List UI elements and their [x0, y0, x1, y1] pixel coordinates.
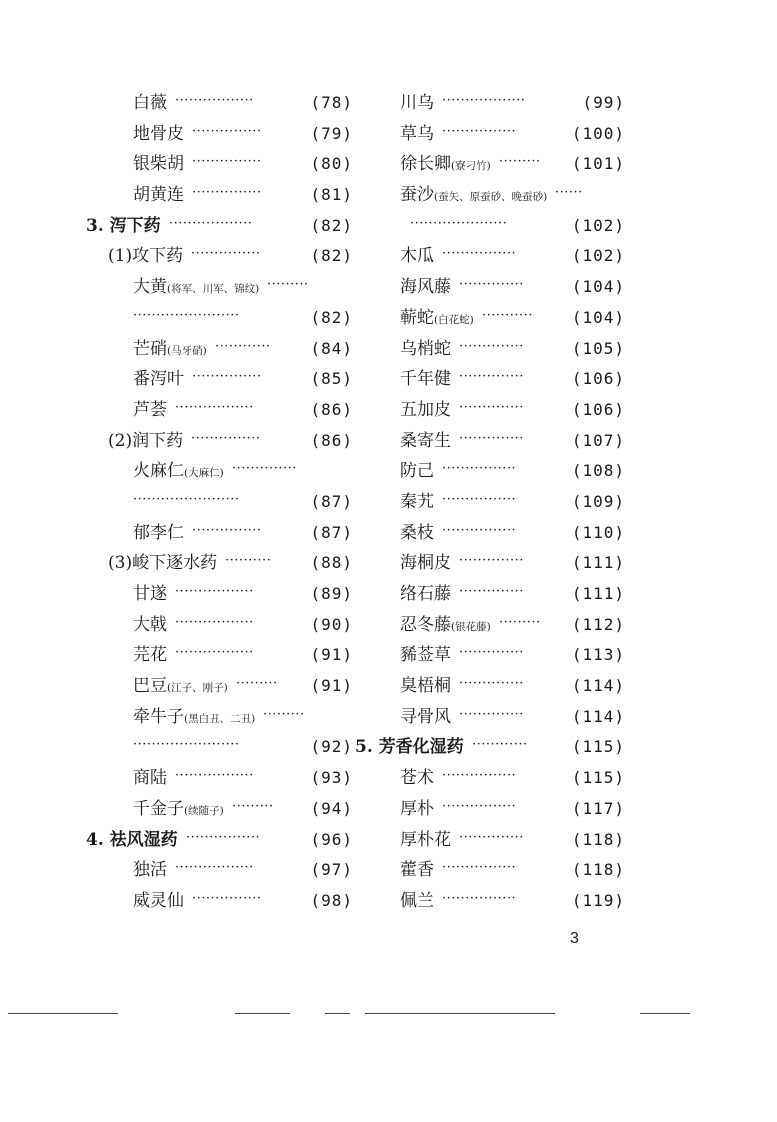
entry-name: 芫花 [133, 645, 167, 666]
page-ref: (115) [571, 737, 625, 757]
leader-dots: ········· [267, 277, 309, 293]
leader-dots: ·················· [169, 215, 253, 231]
entry-label [133, 794, 224, 825]
entry-name: 番泻叶 [133, 369, 184, 390]
toc-entry [355, 702, 625, 733]
entry-name: 海风藤 [400, 277, 451, 298]
entry-label [133, 180, 184, 211]
toc-entry [355, 579, 625, 610]
entry-label [133, 456, 224, 487]
entry-label [133, 119, 184, 150]
page-ref: (98) [310, 890, 353, 910]
entry-name: 3. 泻下药 [86, 215, 161, 236]
page-ref: (84) [310, 338, 353, 358]
page-ref: (79) [310, 123, 353, 143]
toc-entry [78, 579, 353, 610]
entry-label [400, 456, 434, 487]
entry-name: 乌梢蛇 [400, 338, 451, 359]
scan-artifact-line [640, 1013, 690, 1014]
entry-name: 蚕沙 [400, 185, 434, 206]
entry-label [400, 671, 451, 702]
scan-artifact-line [365, 1013, 555, 1014]
entry-alias-note: (蚕矢、原蚕砂、晚蚕砂) [434, 191, 548, 204]
entry-label [133, 518, 184, 549]
page-ref: (90) [310, 614, 353, 634]
toc-right-column [355, 88, 625, 917]
entry-name: 秦艽 [400, 491, 434, 512]
entry-name: 木瓜 [400, 246, 434, 267]
page-ref: (96) [310, 829, 353, 849]
entry-name: (2)润下药 [108, 430, 184, 451]
entry-name: 4. 祛风湿药 [86, 829, 178, 850]
leader-dots: ········· [263, 706, 305, 722]
leader-dots: ················· [175, 645, 254, 661]
page-ref: (108) [571, 461, 625, 481]
entry-label [400, 303, 474, 334]
page-ref: (85) [310, 369, 353, 389]
page-ref: (97) [310, 860, 353, 880]
entry-alias-note: (江子、刚子) [167, 682, 228, 695]
leader-dots: ················ [442, 890, 517, 906]
entry-label [400, 241, 434, 272]
toc-entry [355, 211, 625, 242]
leader-dots: ················· [175, 399, 254, 415]
entry-name: 银柴胡 [133, 154, 184, 175]
leader-dots: ·············· [459, 553, 524, 569]
entry-name: 寻骨风 [400, 706, 451, 727]
entry-alias-note: (续随子) [184, 804, 224, 817]
entry-name: (1)攻下药 [108, 246, 184, 267]
toc-entry [78, 825, 353, 856]
toc-entry [78, 794, 353, 825]
toc-entry [78, 456, 353, 487]
leader-dots: ················ [442, 798, 517, 814]
leader-dots: ················· [175, 614, 254, 630]
toc-entry [78, 732, 353, 763]
entry-label [133, 395, 167, 426]
leader-dots: ················· [175, 860, 254, 876]
leader-dots: ········· [236, 676, 278, 692]
toc-entry [355, 119, 625, 150]
scan-artifact-line [235, 1013, 290, 1014]
leader-dots: ······················· [133, 737, 240, 753]
entry-name: 桑寄生 [400, 430, 451, 451]
entry-label [400, 886, 434, 917]
toc-entry [355, 241, 625, 272]
page-ref: (82) [310, 215, 353, 235]
toc-entry [78, 763, 353, 794]
entry-alias-note: (黑白丑、二丑) [184, 712, 256, 725]
page-ref: (109) [571, 491, 625, 511]
page-ref: (110) [571, 522, 625, 542]
entry-label [400, 395, 451, 426]
leader-dots: ······················· [133, 491, 240, 507]
entry-label [133, 855, 167, 886]
entry-label [133, 640, 167, 671]
toc-entry [78, 272, 353, 303]
leader-dots: ··············· [192, 185, 262, 201]
entry-label [400, 426, 451, 457]
page-ref: (78) [310, 93, 353, 112]
entry-name: 白薇 [133, 93, 167, 113]
toc-entry [355, 763, 625, 794]
entry-name: 藿香 [400, 860, 434, 881]
entry-name: 佩兰 [400, 890, 434, 911]
entry-label [133, 610, 167, 641]
entry-label [400, 610, 491, 641]
entry-label [400, 149, 491, 180]
entry-label [400, 855, 434, 886]
toc-entry [355, 180, 625, 211]
page-ref: (114) [571, 706, 625, 726]
entry-label [400, 794, 434, 825]
entry-alias-note: (将军、川军、锦纹) [167, 283, 260, 296]
entry-name: 忍冬藤 [400, 614, 451, 635]
toc-entry [355, 794, 625, 825]
page-ref: (118) [571, 829, 625, 849]
entry-name: 豨莶草 [400, 645, 451, 666]
entry-name: 大黄 [133, 277, 167, 298]
entry-label [133, 88, 167, 119]
entry-label [400, 364, 451, 395]
page-ref: (113) [571, 645, 625, 665]
entry-label [400, 825, 451, 856]
page-ref: (106) [571, 399, 625, 419]
entry-name: 川乌 [400, 93, 434, 113]
entry-name: 徐长卿 [400, 154, 451, 175]
scan-artifact-line [325, 1013, 350, 1014]
entry-label [400, 518, 434, 549]
page-ref: (91) [310, 676, 353, 696]
page-ref: (94) [310, 798, 353, 818]
entry-name: 厚朴 [400, 798, 434, 819]
page-number: 3 [570, 930, 579, 947]
entry-label [400, 763, 434, 794]
page-ref: (106) [571, 369, 625, 389]
entry-label [400, 487, 434, 518]
leader-dots: ··············· [191, 246, 261, 262]
entry-name: 郁李仁 [133, 522, 184, 543]
entry-name: 臭梧桐 [400, 676, 451, 697]
toc-entry [355, 855, 625, 886]
page-ref: (91) [310, 645, 353, 665]
leader-dots: ··············· [192, 890, 262, 906]
leader-dots: ·············· [459, 706, 524, 722]
entry-label [400, 548, 451, 579]
leader-dots: ················ [442, 461, 517, 477]
page-ref: (89) [310, 584, 353, 603]
page-ref: (100) [571, 123, 625, 143]
leader-dots: ················· [175, 768, 254, 784]
page-ref: (92) [310, 737, 353, 757]
toc-entry [355, 548, 625, 579]
toc-entry [78, 640, 353, 671]
leader-dots: ·············· [459, 338, 524, 354]
leader-dots: ········· [499, 614, 541, 630]
toc-entry [355, 732, 625, 763]
page-ref: (86) [310, 430, 353, 450]
toc-entry [355, 364, 625, 395]
entry-name: 牵牛子 [133, 706, 184, 727]
leader-dots: ··············· [192, 154, 262, 170]
leader-dots: ················ [186, 829, 261, 845]
subsection-title [108, 426, 183, 457]
entry-name: 五加皮 [400, 399, 451, 420]
toc-entry [78, 334, 353, 365]
entry-name: 甘遂 [133, 584, 167, 604]
leader-dots: ·············· [459, 645, 524, 661]
leader-dots: ··············· [192, 123, 262, 139]
scan-artifact-line [8, 1013, 118, 1014]
toc-left-column [78, 88, 353, 917]
section-title [86, 825, 178, 856]
entry-name: 威灵仙 [133, 890, 184, 911]
entry-name: 巴豆 [133, 676, 167, 697]
entry-name: 5. 芳香化湿药 [355, 737, 464, 758]
page-ref: (88) [310, 553, 353, 573]
entry-name: 胡黄连 [133, 185, 184, 206]
page-ref: (118) [571, 860, 625, 880]
toc-entry [355, 426, 625, 457]
entry-label [133, 886, 184, 917]
page-ref: (104) [571, 307, 625, 327]
leader-dots: ················ [442, 123, 517, 139]
toc-entry [78, 487, 353, 518]
leader-dots: ········· [232, 798, 274, 814]
entry-label [400, 119, 434, 150]
toc-entry [78, 518, 353, 549]
entry-alias-note: (银花藤) [451, 620, 491, 633]
toc-entry [78, 303, 353, 334]
leader-dots: ······ [555, 185, 583, 201]
toc-entry [78, 241, 353, 272]
page-ref: (117) [571, 798, 625, 818]
leader-dots: ················· [175, 584, 254, 599]
page-ref: (115) [571, 768, 625, 788]
subsection-title [108, 548, 217, 579]
entry-label [133, 334, 207, 365]
leader-dots: ·············· [459, 277, 524, 293]
leader-dots: ········· [499, 154, 541, 170]
entry-name: 防己 [400, 461, 434, 482]
toc-entry [355, 272, 625, 303]
page-ref: (107) [571, 430, 625, 450]
page-ref: (102) [571, 215, 625, 235]
page-ref: (119) [571, 890, 625, 910]
section-title [86, 211, 161, 242]
leader-dots: ·············· [459, 399, 524, 415]
toc-entry [78, 702, 353, 733]
entry-name: 火麻仁 [133, 461, 184, 482]
leader-dots: ················ [442, 491, 517, 507]
entry-label [400, 180, 547, 211]
toc-entry [78, 180, 353, 211]
entry-label [400, 579, 451, 610]
entry-name: 千金子 [133, 798, 184, 819]
page-ref: (81) [310, 185, 353, 205]
page-ref: (87) [310, 522, 353, 542]
entry-name: 苍术 [400, 768, 434, 789]
page-ref: (80) [310, 154, 353, 174]
section-title [355, 732, 464, 763]
entry-name: 草乌 [400, 123, 434, 144]
page-ref: (112) [571, 614, 625, 634]
leader-dots: ················ [442, 860, 517, 876]
page-ref: (111) [571, 553, 625, 573]
toc-entry [355, 671, 625, 702]
leader-dots: ················ [442, 246, 517, 262]
entry-label [400, 88, 434, 119]
page-ref: (114) [571, 676, 625, 696]
leader-dots: ··········· [482, 307, 533, 323]
entry-name: 厚朴花 [400, 829, 451, 850]
toc-entry [78, 855, 353, 886]
leader-dots: ·············· [459, 369, 524, 385]
toc-entry [355, 395, 625, 426]
leader-dots: ············ [215, 338, 271, 354]
toc-entry [78, 610, 353, 641]
subsection-title [108, 241, 183, 272]
toc-entry [78, 395, 353, 426]
toc-entry [78, 364, 353, 395]
leader-dots: ·················· [442, 93, 526, 108]
entry-name: 芒硝 [133, 338, 167, 359]
toc-entry [355, 456, 625, 487]
leader-dots: ················ [442, 522, 517, 538]
entry-name: (3)峻下逐水药 [108, 553, 218, 574]
entry-name: 大戟 [133, 614, 167, 635]
toc-entry [355, 640, 625, 671]
toc-entry [355, 303, 625, 334]
entry-alias-note: (大麻仁) [184, 467, 224, 480]
entry-label [400, 334, 451, 365]
page-ref: (101) [571, 154, 625, 174]
leader-dots: ······················· [133, 307, 240, 323]
page-ref: (105) [571, 338, 625, 358]
toc-entry [78, 671, 353, 702]
leader-dots: ················· [175, 93, 254, 108]
toc-entry [355, 610, 625, 641]
page-ref: (93) [310, 768, 353, 788]
leader-dots: ············ [472, 737, 528, 753]
toc-entry [355, 149, 625, 180]
entry-name: 芦荟 [133, 399, 167, 420]
entry-alias-note: (寮刁竹) [451, 160, 491, 173]
entry-name: 海桐皮 [400, 553, 451, 574]
page-ref: (99) [582, 93, 625, 112]
toc-entry [78, 426, 353, 457]
leader-dots: ·············· [459, 584, 524, 599]
toc-entry [78, 149, 353, 180]
toc-entry [78, 119, 353, 150]
entry-label [133, 149, 184, 180]
leader-dots: ·············· [232, 461, 297, 477]
entry-name: 络石藤 [400, 584, 451, 604]
page-ref: (86) [310, 399, 353, 419]
entry-label [133, 272, 259, 303]
entry-name: 桑枝 [400, 522, 434, 543]
entry-label [133, 579, 167, 610]
toc-entry [78, 211, 353, 242]
leader-dots: ·········· [225, 553, 272, 569]
page-ref: (82) [310, 307, 353, 327]
entry-name: 蕲蛇 [400, 307, 434, 328]
page-ref: (82) [310, 246, 353, 266]
toc-entry [78, 886, 353, 917]
leader-dots: ··············· [192, 522, 262, 538]
entry-label [400, 702, 451, 733]
leader-dots: ·············· [459, 829, 524, 845]
page-ref: (111) [571, 584, 625, 603]
entry-name: 独活 [133, 860, 167, 881]
entry-alias-note: (马牙硝) [167, 344, 207, 357]
leader-dots: ················ [442, 768, 517, 784]
entry-label [400, 272, 451, 303]
entry-label [133, 702, 255, 733]
leader-dots: ··············· [191, 430, 261, 446]
toc-entry [355, 886, 625, 917]
toc-entry [78, 548, 353, 579]
entry-name: 地骨皮 [133, 123, 184, 144]
entry-alias-note: (白花蛇) [434, 313, 474, 326]
entry-label [133, 364, 184, 395]
entry-name: 商陆 [133, 768, 167, 789]
toc-entry [355, 334, 625, 365]
entry-label [400, 640, 451, 671]
leader-dots: ·············· [459, 676, 524, 692]
toc-entry [355, 825, 625, 856]
page-ref: (87) [310, 491, 353, 511]
leader-dots: ·············· [459, 430, 524, 446]
leader-dots: ····················· [410, 215, 508, 231]
page-ref: (102) [571, 246, 625, 266]
entry-name: 千年健 [400, 369, 451, 390]
page-ref: (104) [571, 277, 625, 297]
toc-entry [355, 487, 625, 518]
toc-entry [78, 88, 353, 119]
toc-entry [355, 518, 625, 549]
leader-dots: ··············· [192, 369, 262, 385]
toc-entry [355, 88, 625, 119]
entry-label [133, 763, 167, 794]
entry-label [133, 671, 228, 702]
